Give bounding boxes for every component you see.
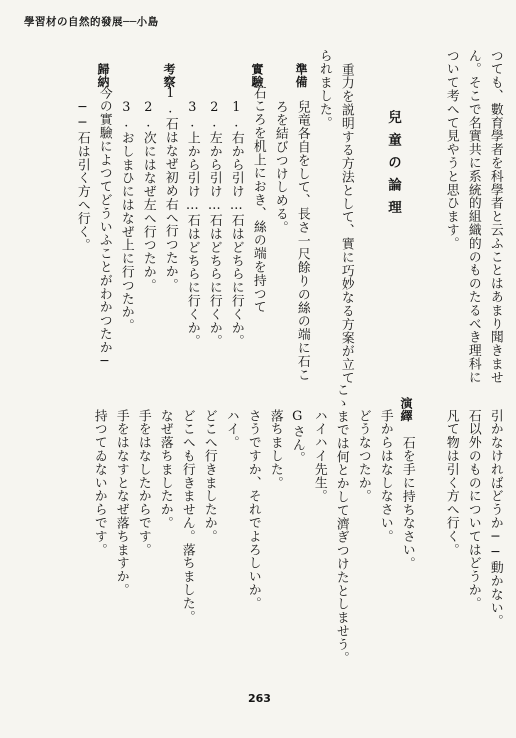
page-number: 263 (248, 692, 271, 705)
section-label: 準備 (294, 63, 308, 88)
text-line: 石以外のものについてはどうか。 (465, 409, 481, 610)
section-label: 實驗 (250, 63, 264, 88)
text-line: さうですか、それでよろしいか。 (245, 409, 261, 610)
text-line: 手からはなしなさい。 (377, 409, 393, 543)
text-line: 3.上から引け…石はどちらに行くか。 (184, 100, 200, 348)
text-line: 手をはなすとなぜ落ちますか。 (113, 409, 129, 597)
text-line: ──石は引く方へ行く。 (74, 100, 90, 252)
section-label: 歸納 (96, 63, 110, 88)
text-line: 手をはなしたからです。 (135, 409, 151, 557)
text-line: 石を手に持ちなさい。 (399, 436, 415, 570)
text-line: 落ちました。 (267, 409, 283, 490)
text-line: ハイハイ先生。 (311, 409, 327, 503)
text-line: ん。そこで名實共に系統的組織的のものたるべき理科に (465, 49, 481, 384)
text-line: 3.おしまひにはなぜ上に行つたか。 (118, 100, 134, 333)
text-line: 兒竜各自をして、長さ一尺餘りの絲の端に石こ (294, 100, 310, 382)
text-line: こゝまでは何とかして濟ぎつけたとしませう。 (333, 383, 349, 665)
text-line: 2.次にはなぜ左へ行つたか。 (140, 100, 156, 292)
text-line: 1.石はなぜ初め右へ行つたか。 (162, 86, 178, 292)
section-heading: 兒童の論理 (385, 110, 401, 223)
section-label: 演繹 (399, 397, 413, 422)
running-head: 學習材の自然的發展──小島 (24, 16, 159, 28)
text-line: なぜ落ちましたか。 (157, 409, 173, 530)
text-line: どうなつたか。 (355, 409, 371, 503)
text-line: 重力を説明する方法として、實に巧妙なる方案が立て (338, 63, 354, 385)
text-line: つても、數育學者を科學者と云ふことはあまり聞きませ (487, 49, 503, 384)
text-line: られました。 (316, 49, 332, 130)
text-line: どこへも行きません。落ちました。 (179, 409, 195, 624)
text-line: 凡て物は引く方へ行く。 (443, 409, 459, 557)
text-line: ハイ。 (223, 409, 239, 450)
text-line: 1.右から引け…石はどちらに行くか。 (228, 100, 244, 348)
text-line: どこへ行きましたか。 (201, 409, 217, 543)
text-line: 持つてゐないからです。 (91, 409, 107, 557)
text-line: ろを結びつけしめる。 (272, 100, 288, 234)
section-label: 考察 (162, 63, 176, 88)
text-line: 引かなければどうか──動かない。 (487, 409, 503, 628)
text-line: Gさん。 (289, 409, 305, 465)
text-line: ついて考へて見やうと思ひます。 (443, 49, 459, 250)
text-line: 今の實驗によつてどういふことがわかつたか─ (96, 86, 112, 370)
text-line: 2.左から引け…石はどちらに行くか。 (206, 100, 222, 348)
text-line: 石ころを机上におき、絲の端を持つて (250, 86, 266, 314)
